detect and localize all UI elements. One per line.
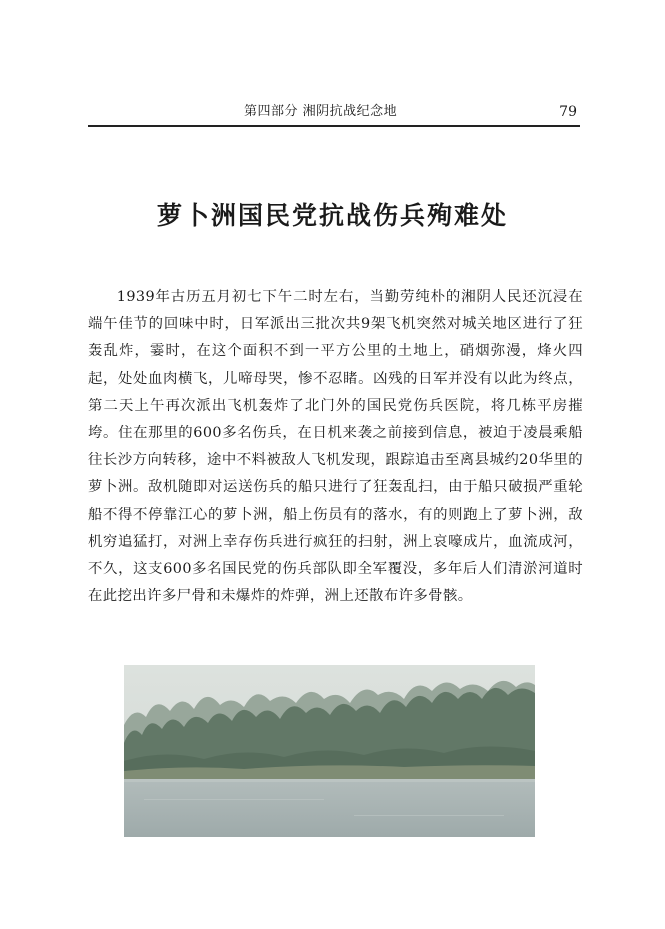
river-island-photo <box>124 665 535 837</box>
header-section-title: 第四部分 湘阴抗战纪念地 <box>244 104 398 119</box>
article-title: 萝卜洲国民党抗战伤兵殉难处 <box>156 201 508 230</box>
page-number: 79 <box>559 104 577 120</box>
header-rule <box>88 125 580 127</box>
article-body: 1939年古历五月初七下午二时左右，当勤劳纯朴的湘阴人民还沉浸在端午佳节的回味中时，日军派出三批次共9架飞机突然对城关地区进行了狂轰乱炸，霎时，在这个面积不到一平方公里的土地上，硝烟弥漫，烽火四起，处处血肉横飞，儿啼母哭，惨不忍睹。凶残的日军并没有以此为终点，第二天上午再次派出飞机轰炸了北门外的国民党伤兵医院，将几栋平房摧垮。住在那里的600多名伤兵，在日机来袭之前接到信息，被迫于凌晨乘船往长沙方向转移，途中不料被敌人飞机发现，跟踪追击至离县城约20华里的萝卜洲。敌机随即对运送伤兵的船只进行了狂轰乱扫，由于船只破损严重轮船不得不停靠江心的萝卜洲，船上伤员有的落水，有的则跑上了萝卜洲，敌机穷追猛打，对洲上幸存伤兵进行疯狂的扫射，洲上哀嚎成片，血流成河，不久，这支600多名国民党的伤兵部队即全军覆没，多年后人们清淤河道时在此挖出许多尸骨和未爆炸的炸弹，洲上还散布许多骨骸。 <box>88 289 583 605</box>
photo-water <box>124 779 535 837</box>
